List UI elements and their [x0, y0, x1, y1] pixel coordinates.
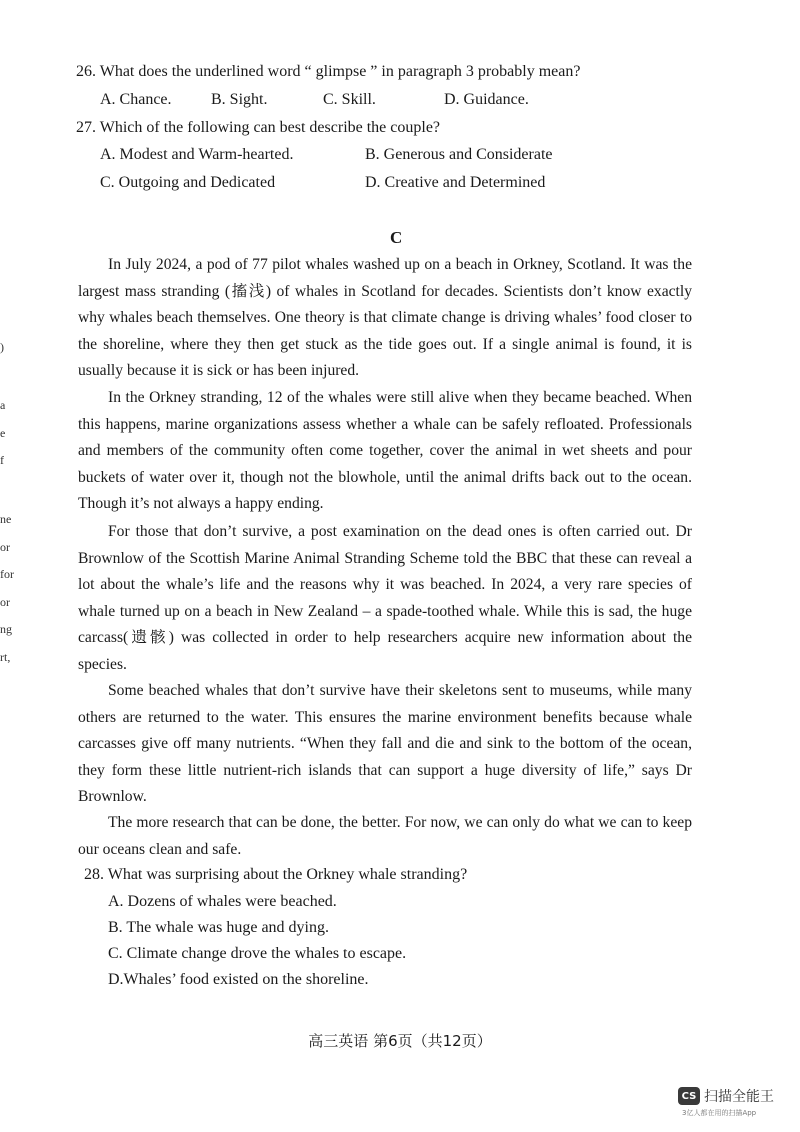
margin-fragment: ne — [0, 512, 12, 526]
q26-option-d: D. Guidance. — [444, 91, 529, 108]
q28-option-b: B. The whale was huge and dying. — [108, 919, 329, 936]
margin-fragment: e — [0, 426, 6, 440]
passage-paragraph-5: The more research that can be done, the better. For now, we can only do what we can to keep our oceans clean and safe. — [78, 814, 692, 858]
passage-paragraph-4: Some beached whales that don’t survive have their skeletons sent to museums, while many others are returned to the water. This ensures the marine environment benefits because whale carcasses give off many nutrients. “When they fall and die and sink to the bottom of the ocean, they form these little nutrient-rich islands that can support a huge diversity of life,” says Dr Brownlow. — [78, 682, 692, 805]
margin-fragment: for — [0, 567, 14, 581]
watermark-tagline: 3亿人都在用的扫描App — [682, 1109, 757, 1117]
margin-fragment: ) — [0, 340, 4, 354]
q26-option-c: C. Skill. — [323, 91, 376, 108]
q28-option-a: A. Dozens of whales were beached. — [108, 893, 337, 910]
q27-option-b: B. Generous and Considerate — [365, 146, 553, 163]
margin-fragment: ng — [0, 622, 12, 636]
question-28-stem: 28. What was surprising about the Orkney whale stranding? — [84, 866, 468, 883]
margin-fragment: or — [0, 540, 10, 554]
section-heading: C — [390, 228, 403, 247]
q27-option-d: D. Creative and Determined — [365, 174, 546, 191]
margin-fragment: rt, — [0, 650, 11, 664]
watermark-app-name: 扫描全能王 — [704, 1089, 774, 1105]
q28-option-c: C. Climate change drove the whales to escape. — [108, 945, 407, 962]
q26-option-a: A. Chance. — [100, 91, 172, 108]
camscanner-logo-icon: CS — [678, 1087, 700, 1105]
passage-paragraph-2: In the Orkney stranding, 12 of the whales were still alive when they became beached. When this happens, marine organizations assess whether a whale can be safely refloated. Professionals and members of the community often come together, cover the animal in wet sheets and pour buckets of water over it, though not the blowhole, until the animal drifts back out to the ocean. Though it’s not always a happy ending. — [78, 389, 692, 512]
scanner-watermark — [678, 1086, 788, 1118]
margin-fragment: a — [0, 398, 6, 412]
q27-option-a: A. Modest and Warm-hearted. — [100, 146, 294, 163]
passage-paragraph-1: In July 2024, a pod of 77 pilot whales washed up on a beach in Orkney, Scotland. It was the largest mass stranding (搐浅) of whales in Scotland for decades. Scientists don’t know exactly why whales beach themselves. One theory is that climate change is driving whales’ food closer to the shoreline, where they then get stuck as the tide goes out. If a single animal is found, it is usually because it is sick or has been injured. — [78, 256, 692, 379]
margin-fragment: f — [0, 453, 4, 467]
margin-fragment: or — [0, 595, 10, 609]
page-footer: 高三英语 第6页（共12页） — [308, 1032, 492, 1050]
question-27-stem: 27. Which of the following can best describe the couple? — [76, 119, 441, 136]
passage-paragraph-3: For those that don’t survive, a post examination on the dead ones is often carried out. Dr Brownlow of the Scottish Marine Animal Stranding Scheme told the BBC that these can reveal a lot about the whale’s life and the reasons why it was beached. In 2024, a very rare species of whale turned up on a beach in New Zealand – a spade-toothed whale. While this is sad, the huge carcass(遗骸) was collected in order to help researchers acquire new information about the species. — [78, 523, 692, 673]
question-26-stem: 26. What does the underlined word “ glimpse ” in paragraph 3 probably mean? — [76, 63, 581, 80]
q26-option-b: B. Sight. — [211, 91, 268, 108]
q27-option-c: C. Outgoing and Dedicated — [100, 174, 276, 191]
q28-option-d: D.Whales’ food existed on the shoreline. — [108, 971, 369, 988]
